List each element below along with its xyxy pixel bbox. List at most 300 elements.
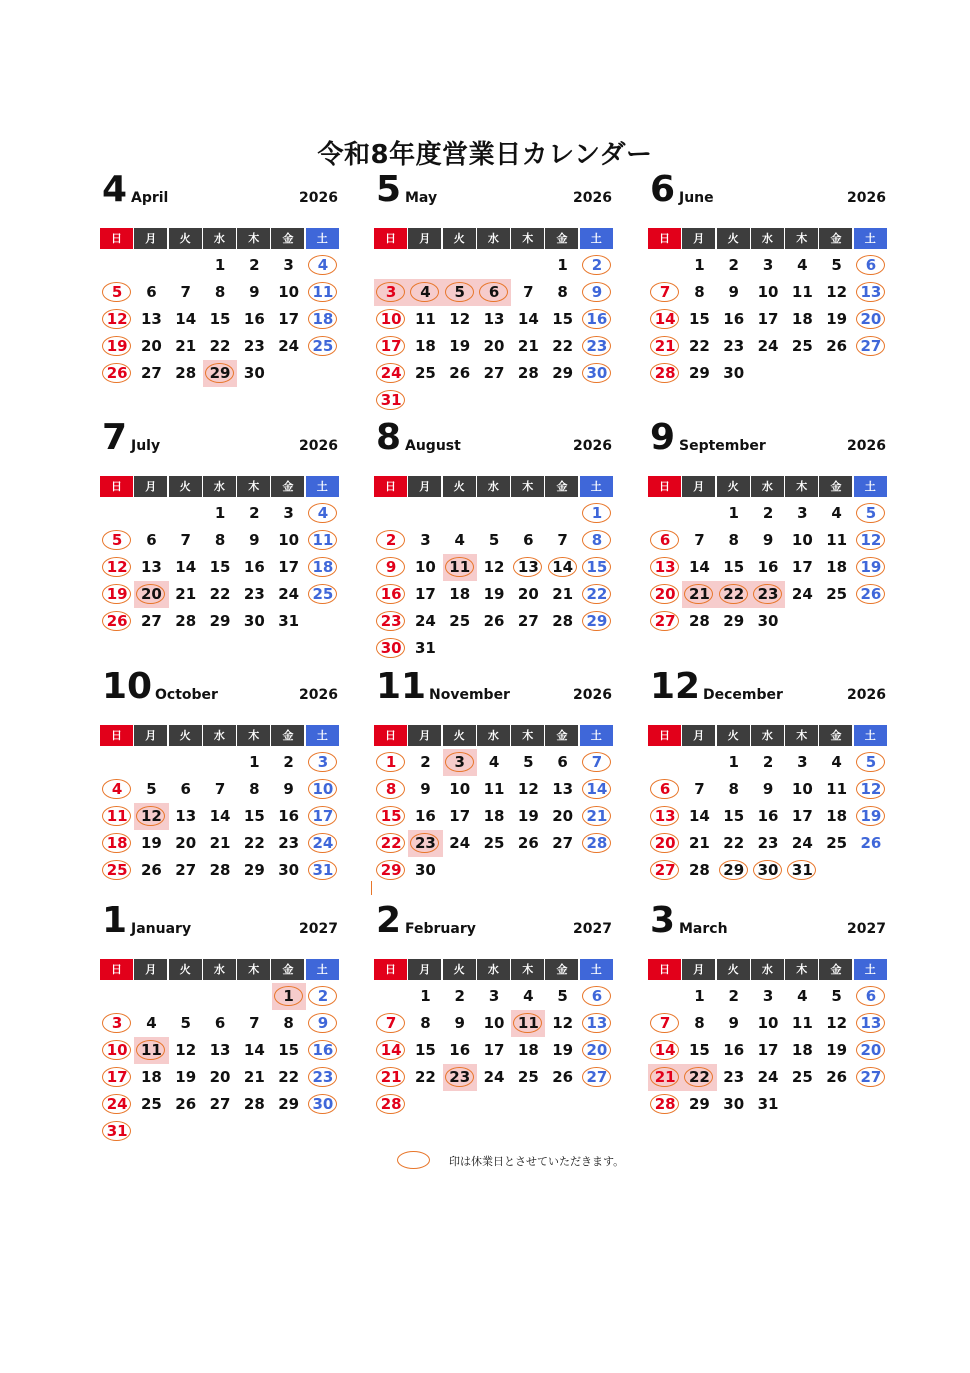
holiday-day-cell: 13	[854, 1010, 888, 1037]
day-cell: 9	[249, 283, 260, 301]
day-cell: 14	[175, 558, 197, 576]
month-header	[100, 666, 340, 717]
holiday-day-cell: 20	[854, 1037, 888, 1064]
weekday-label: 金	[819, 959, 852, 980]
day-cell: 8	[728, 531, 739, 549]
day-cell: 30	[415, 861, 436, 879]
day-cell: 29	[689, 364, 710, 382]
month-number: 2	[376, 900, 402, 941]
holiday-day-cell: 11	[134, 1037, 168, 1064]
day-cell: 3	[488, 987, 500, 1005]
day-cell: 30	[723, 1095, 745, 1113]
day-cell: 17	[415, 585, 436, 603]
day-cell: 26	[483, 612, 505, 630]
weekday-label: 月	[134, 959, 167, 980]
day-cell: 27	[141, 364, 162, 382]
day-cell: 1	[694, 256, 705, 274]
holiday-day-cell: 22	[717, 581, 751, 608]
weekday-header	[374, 476, 614, 497]
day-cell: 12	[826, 1014, 848, 1032]
month-name: June	[679, 190, 714, 206]
weekday-label: 金	[819, 228, 852, 249]
month-year: 2026	[847, 438, 886, 454]
holiday-day-cell: 24	[100, 1091, 134, 1118]
weekday-header	[100, 725, 340, 746]
weekday-label: 月	[408, 228, 441, 249]
day-cell: 27	[483, 364, 505, 382]
day-cell: 9	[728, 1014, 739, 1032]
holiday-day-cell: 20	[648, 581, 682, 608]
day-cell: 22	[209, 337, 231, 355]
holiday-day-cell: 31	[306, 857, 340, 884]
weekday-label: 木	[785, 476, 818, 497]
weekday-label: 金	[545, 959, 578, 980]
day-cell: 11	[791, 283, 813, 301]
day-cell: 22	[689, 337, 710, 355]
weekday-label: 水	[751, 476, 784, 497]
day-cell: 10	[415, 558, 436, 576]
holiday-day-cell: 20	[580, 1037, 614, 1064]
day-cell: 2	[728, 256, 739, 274]
holiday-day-cell: 18	[306, 306, 340, 333]
day-cell: 18	[449, 585, 471, 603]
holiday-day-cell: 2	[580, 252, 614, 279]
day-cell: 18	[483, 807, 505, 825]
day-cell: 17	[791, 807, 813, 825]
day-cell: 1	[728, 753, 739, 771]
holiday-day-cell: 16	[374, 581, 408, 608]
month-year: 2026	[299, 438, 338, 454]
weekday-header	[374, 228, 614, 249]
day-cell: 26	[860, 834, 882, 852]
day-cell: 19	[826, 1041, 848, 1059]
day-cell: 21	[175, 337, 197, 355]
day-cell: 17	[757, 1041, 779, 1059]
weekday-label: 水	[203, 725, 236, 746]
month-april	[100, 169, 340, 382]
weekday-label: 日	[648, 725, 681, 746]
day-cell: 30	[757, 612, 779, 630]
day-cell: 24	[278, 337, 300, 355]
weekday-label: 月	[682, 959, 715, 980]
day-cell: 2	[728, 987, 739, 1005]
month-name: February	[405, 921, 476, 937]
holiday-day-cell: 21	[648, 333, 682, 360]
day-cell: 7	[694, 780, 705, 798]
day-cell: 15	[689, 310, 710, 328]
day-cell: 3	[420, 531, 431, 549]
holiday-day-cell: 17	[374, 333, 408, 360]
weekday-label: 水	[477, 725, 510, 746]
day-cell: 4	[454, 531, 465, 549]
month-header	[100, 169, 340, 220]
weekday-label: 火	[169, 959, 202, 980]
weekday-label: 月	[408, 959, 441, 980]
day-cell: 10	[278, 531, 300, 549]
holiday-day-cell: 12	[100, 306, 134, 333]
day-cell: 23	[723, 1068, 745, 1086]
day-cell: 19	[826, 310, 848, 328]
holiday-day-cell: 14	[580, 776, 614, 803]
weekday-label: 水	[203, 959, 236, 980]
day-cell: 22	[243, 834, 265, 852]
weekday-label: 月	[682, 228, 715, 249]
holiday-day-cell: 6	[648, 776, 682, 803]
day-cell: 20	[209, 1068, 231, 1086]
day-cell: 25	[141, 1095, 162, 1113]
month-number: 5	[376, 169, 402, 210]
day-cell: 19	[141, 834, 162, 852]
month-march	[648, 900, 888, 1113]
month-september	[648, 417, 888, 630]
weekday-label: 土	[306, 228, 339, 249]
day-cell: 13	[483, 310, 505, 328]
holiday-day-cell: 6	[854, 252, 888, 279]
weekday-label: 火	[443, 725, 476, 746]
month-number: 3	[650, 900, 676, 941]
weekday-label: 火	[717, 959, 750, 980]
day-cell: 30	[243, 612, 265, 630]
holiday-day-cell: 11	[511, 1010, 545, 1037]
holiday-day-cell: 25	[306, 333, 340, 360]
day-cell: 15	[209, 558, 231, 576]
day-cell: 16	[723, 310, 745, 328]
holiday-day-cell: 14	[374, 1037, 408, 1064]
holiday-day-cell: 23	[751, 581, 785, 608]
holiday-day-cell: 22	[682, 1064, 716, 1091]
day-cell: 3	[762, 256, 774, 274]
day-cell: 23	[243, 337, 265, 355]
day-cell: 23	[757, 834, 779, 852]
month-december	[648, 666, 888, 879]
holiday-day-cell: 22	[374, 830, 408, 857]
holiday-day-cell: 28	[580, 830, 614, 857]
holiday-day-cell: 8	[580, 527, 614, 554]
day-cell: 28	[243, 1095, 265, 1113]
holiday-day-cell: 29	[374, 857, 408, 884]
holiday-day-cell: 4	[100, 776, 134, 803]
day-cell: 29	[552, 364, 574, 382]
weekday-label: 金	[819, 725, 852, 746]
weekday-label: 金	[271, 725, 304, 746]
day-cell: 18	[415, 337, 436, 355]
weekday-header	[100, 228, 340, 249]
day-cell: 23	[278, 834, 300, 852]
day-cell: 30	[243, 364, 265, 382]
day-cell: 27	[517, 612, 539, 630]
day-cell: 26	[552, 1068, 574, 1086]
weekday-label: 日	[100, 725, 133, 746]
weekday-label: 日	[100, 476, 133, 497]
day-cell: 15	[278, 1041, 300, 1059]
holiday-day-cell: 15	[374, 803, 408, 830]
day-cell: 7	[249, 1014, 260, 1032]
day-cell: 19	[449, 337, 471, 355]
weekday-header	[374, 725, 614, 746]
day-cell: 22	[209, 585, 231, 603]
day-cell: 8	[557, 283, 568, 301]
day-cell: 20	[517, 585, 539, 603]
holiday-day-cell: 7	[648, 1010, 682, 1037]
day-cell: 16	[243, 558, 265, 576]
day-cell: 1	[694, 987, 705, 1005]
holiday-day-cell: 13	[511, 554, 545, 581]
holiday-day-cell: 11	[443, 554, 477, 581]
month-january	[100, 900, 340, 1140]
day-cell: 6	[146, 283, 157, 301]
holiday-day-cell: 3	[100, 1010, 134, 1037]
day-cell: 4	[146, 1014, 157, 1032]
weekday-label: 水	[203, 228, 236, 249]
day-cell: 13	[175, 807, 197, 825]
day-cell: 19	[175, 1068, 197, 1086]
holiday-day-cell: 3	[443, 749, 477, 776]
holiday-day-cell: 7	[648, 279, 682, 306]
day-cell: 29	[243, 861, 265, 879]
holiday-day-cell: 21	[580, 803, 614, 830]
day-cell: 2	[420, 753, 431, 771]
holiday-day-cell: 23	[580, 333, 614, 360]
holiday-day-cell: 31	[100, 1118, 134, 1145]
holiday-day-cell: 30	[751, 857, 785, 884]
holiday-day-cell: 6	[477, 279, 511, 306]
holiday-day-cell: 27	[854, 333, 888, 360]
day-cell: 1	[728, 504, 739, 522]
holiday-day-cell: 27	[648, 608, 682, 635]
day-cell: 5	[146, 780, 157, 798]
day-cell: 11	[791, 1014, 813, 1032]
page-title: 令和8年度営業日カレンダー	[317, 140, 653, 170]
holiday-day-cell: 11	[306, 279, 340, 306]
holiday-day-cell: 14	[648, 1037, 682, 1064]
month-august	[374, 417, 614, 657]
holiday-day-cell: 5	[854, 500, 888, 527]
day-cell: 16	[757, 807, 779, 825]
holiday-day-cell: 11	[100, 803, 134, 830]
day-cell: 20	[175, 834, 197, 852]
holiday-day-cell: 7	[374, 1010, 408, 1037]
holiday-day-cell: 8	[374, 776, 408, 803]
day-cell: 31	[757, 1095, 779, 1113]
day-cell: 1	[214, 504, 226, 522]
weekday-label: 火	[717, 476, 750, 497]
day-cell: 25	[517, 1068, 539, 1086]
day-cell: 11	[415, 310, 436, 328]
weekday-label: 木	[237, 476, 270, 497]
holiday-day-cell: 13	[854, 279, 888, 306]
month-name: November	[429, 687, 510, 703]
weekday-label: 金	[819, 476, 852, 497]
day-cell: 2	[249, 256, 260, 274]
weekday-label: 水	[477, 476, 510, 497]
holiday-day-cell: 19	[100, 333, 134, 360]
day-cell: 1	[249, 753, 260, 771]
day-cell: 15	[415, 1041, 436, 1059]
day-cell: 16	[757, 558, 779, 576]
holiday-day-cell: 20	[648, 830, 682, 857]
month-number: 8	[376, 417, 402, 458]
day-cell: 5	[180, 1014, 191, 1032]
day-cell: 3	[797, 504, 808, 522]
month-may	[374, 169, 614, 409]
weekday-label: 土	[306, 959, 339, 980]
day-cell: 16	[243, 310, 265, 328]
day-cell: 12	[552, 1014, 574, 1032]
day-cell: 3	[283, 256, 294, 274]
day-cell: 19	[483, 585, 505, 603]
day-cell: 4	[488, 753, 500, 771]
day-cell: 18	[826, 807, 848, 825]
divider-mark	[371, 881, 372, 895]
holiday-day-cell: 12	[854, 776, 888, 803]
weekday-label: 日	[100, 959, 133, 980]
holiday-day-cell: 23	[306, 1064, 340, 1091]
weekday-label: 日	[374, 228, 407, 249]
day-cell: 21	[552, 585, 574, 603]
weekday-label: 木	[511, 228, 544, 249]
weekday-label: 月	[134, 725, 167, 746]
day-cell: 22	[415, 1068, 436, 1086]
day-cell: 21	[689, 834, 710, 852]
holiday-day-cell: 27	[580, 1064, 614, 1091]
holiday-day-cell: 23	[443, 1064, 477, 1091]
day-cell: 3	[797, 753, 808, 771]
weekday-label: 木	[785, 959, 818, 980]
month-name: August	[405, 438, 461, 454]
day-cell: 20	[141, 337, 162, 355]
day-cell: 15	[723, 807, 745, 825]
day-cell: 5	[831, 256, 842, 274]
holiday-day-cell: 5	[100, 279, 134, 306]
holiday-day-cell: 9	[374, 554, 408, 581]
day-cell: 30	[723, 364, 745, 382]
weekday-label: 火	[169, 476, 202, 497]
day-cell: 22	[723, 834, 745, 852]
day-cell: 31	[278, 612, 300, 630]
holiday-day-cell: 1	[580, 500, 614, 527]
month-year: 2026	[299, 687, 338, 703]
weekday-label: 水	[477, 228, 510, 249]
day-cell: 13	[552, 780, 574, 798]
month-name: July	[131, 438, 161, 454]
day-cell: 8	[283, 1014, 294, 1032]
day-cell: 2	[454, 987, 465, 1005]
month-year: 2026	[847, 687, 886, 703]
weekday-label: 金	[271, 476, 304, 497]
day-cell: 24	[791, 585, 813, 603]
day-cell: 11	[826, 531, 848, 549]
holiday-day-cell: 13	[648, 554, 682, 581]
day-cell: 12	[449, 310, 471, 328]
weekday-label: 月	[134, 476, 167, 497]
holiday-day-cell: 13	[648, 803, 682, 830]
day-cell: 24	[791, 834, 813, 852]
month-number: 7	[102, 417, 128, 458]
day-cell: 15	[689, 1041, 710, 1059]
holiday-day-cell: 4	[306, 252, 340, 279]
holiday-day-cell: 4	[408, 279, 442, 306]
day-cell: 1	[420, 987, 431, 1005]
day-cell: 27	[141, 612, 162, 630]
day-cell: 27	[552, 834, 574, 852]
weekday-label: 金	[545, 476, 578, 497]
month-header	[374, 169, 614, 220]
day-cell: 10	[449, 780, 471, 798]
day-cell: 7	[523, 283, 534, 301]
holiday-day-cell: 29	[717, 857, 751, 884]
day-cell: 13	[141, 310, 162, 328]
holiday-day-cell: 1	[374, 749, 408, 776]
weekday-label: 土	[854, 959, 887, 980]
day-cell: 25	[449, 612, 471, 630]
weekday-label: 日	[374, 725, 407, 746]
month-year: 2027	[573, 921, 612, 937]
day-cell: 28	[552, 612, 574, 630]
weekday-header	[648, 228, 888, 249]
weekday-label: 日	[648, 228, 681, 249]
day-cell: 24	[757, 337, 779, 355]
day-cell: 25	[415, 364, 436, 382]
day-cell: 6	[557, 753, 568, 771]
holiday-day-cell: 5	[443, 279, 477, 306]
day-cell: 8	[249, 780, 260, 798]
day-cell: 29	[278, 1095, 300, 1113]
day-cell: 9	[249, 531, 260, 549]
weekday-label: 木	[785, 228, 818, 249]
holiday-day-cell: 26	[100, 360, 134, 387]
weekday-label: 火	[169, 228, 202, 249]
day-cell: 29	[723, 612, 745, 630]
day-cell: 5	[557, 987, 568, 1005]
day-cell: 4	[523, 987, 534, 1005]
holiday-day-cell: 12	[100, 554, 134, 581]
holiday-day-cell: 31	[785, 857, 819, 884]
day-cell: 9	[283, 780, 294, 798]
day-cell: 14	[517, 310, 539, 328]
day-cell: 31	[415, 639, 436, 657]
day-cell: 17	[791, 558, 813, 576]
holiday-day-cell: 5	[100, 527, 134, 554]
day-cell: 16	[449, 1041, 471, 1059]
day-cell: 24	[483, 1068, 505, 1086]
day-cell: 8	[728, 780, 739, 798]
day-cell: 28	[689, 612, 710, 630]
holiday-day-cell: 18	[306, 554, 340, 581]
holiday-day-cell: 30	[580, 360, 614, 387]
weekday-label: 木	[511, 476, 544, 497]
day-cell: 14	[243, 1041, 265, 1059]
weekday-label: 日	[374, 476, 407, 497]
weekday-header	[648, 959, 888, 980]
day-cell: 15	[723, 558, 745, 576]
day-cell: 12	[175, 1041, 197, 1059]
holiday-day-cell: 17	[100, 1064, 134, 1091]
holiday-day-cell: 9	[306, 1010, 340, 1037]
month-header	[648, 900, 888, 951]
month-year: 2026	[573, 438, 612, 454]
weekday-label: 水	[751, 228, 784, 249]
month-name: January	[131, 921, 192, 937]
day-cell: 5	[831, 987, 842, 1005]
day-cell: 28	[209, 861, 231, 879]
day-cell: 24	[278, 585, 300, 603]
day-cell: 17	[757, 310, 779, 328]
day-cell: 26	[826, 337, 848, 355]
legend-text: 印は休業日とさせていただきます。	[449, 1155, 625, 1168]
day-cell: 21	[243, 1068, 265, 1086]
day-cell: 15	[209, 310, 231, 328]
day-cell: 29	[689, 1095, 710, 1113]
